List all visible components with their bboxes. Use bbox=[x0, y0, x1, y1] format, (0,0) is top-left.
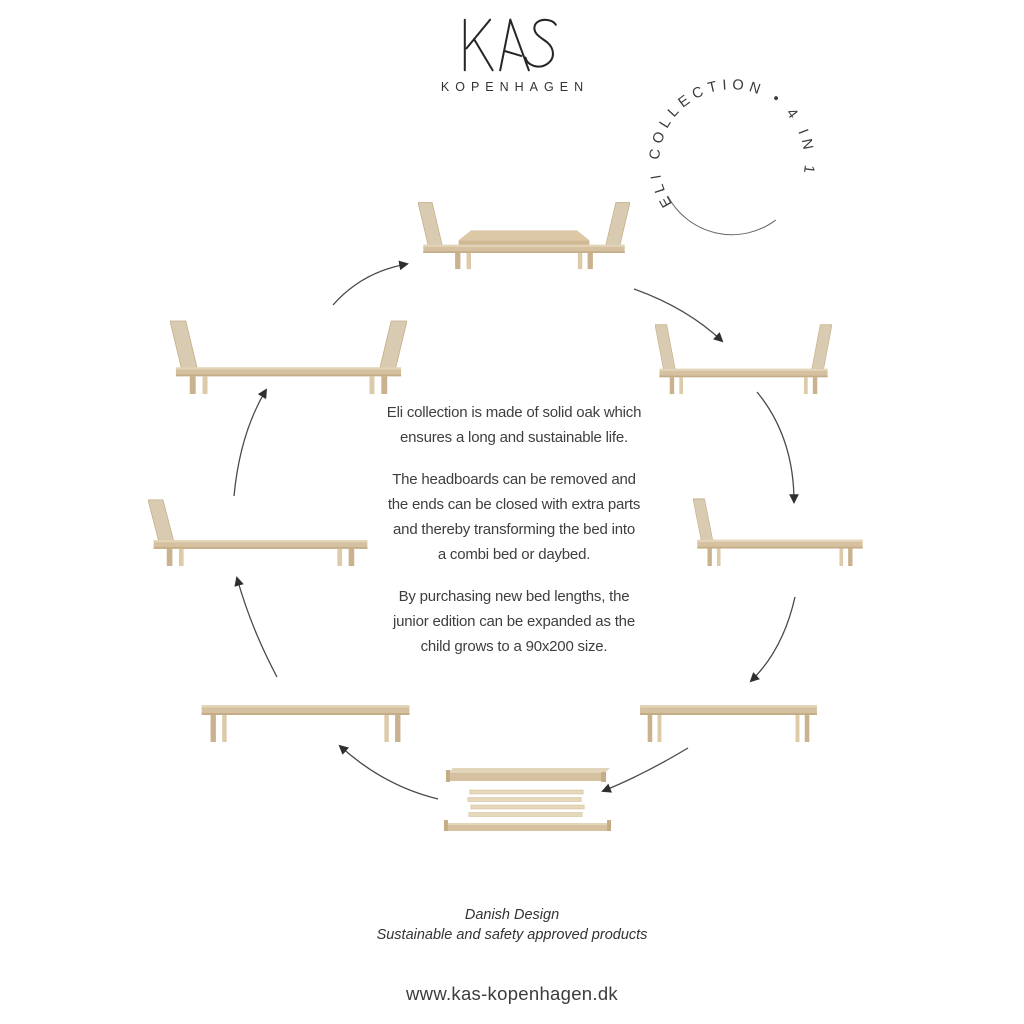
arrow-junior-bed-to-daybed bbox=[757, 392, 794, 502]
description-block bbox=[352, 400, 676, 676]
description-paragraph-3: By purchasing new bed lengths, the junior edition can be expanded as the child grows to a 90x200 size. bbox=[393, 588, 635, 655]
badge-arc-text: ELI COLLECTION • 4 IN 1 bbox=[647, 76, 817, 210]
expanded-bed-two-headboards-illustration bbox=[170, 318, 407, 395]
junior-bed-frame-illustration bbox=[637, 690, 820, 744]
expanded-bed-frame-illustration bbox=[198, 690, 413, 744]
arrow-expanded-bed-to-combi bbox=[333, 264, 407, 305]
brand-subtitle: KOPENHAGEN bbox=[440, 80, 590, 94]
description-paragraph-1: Eli collection is made of solid oak which ensures a long and sustainable life. bbox=[386, 404, 642, 446]
junior-daybed-illustration bbox=[693, 497, 867, 567]
description-paragraph-2: The headboards can be removed and the ends can be closed with extra parts and thereby transforming the bed into a combi bed or daybed. bbox=[387, 471, 641, 563]
arrow-daybed-to-frame bbox=[751, 597, 795, 681]
junior-bed-two-headboards-illustration bbox=[655, 322, 832, 395]
arrow-expanded-frame-to-daybed bbox=[237, 578, 277, 677]
expanded-daybed-illustration bbox=[148, 498, 373, 567]
footer-tagline: Danish Design Sustainable and safety approved products bbox=[376, 907, 648, 943]
arrow-parts-to-expanded-frame bbox=[340, 746, 438, 799]
combi-bed-with-table-illustration bbox=[418, 198, 630, 270]
arrow-expanded-daybed-to-bed bbox=[234, 390, 266, 496]
website-text: www.kas-kopenhagen.dk bbox=[406, 983, 618, 1004]
disassembled-bed-parts-illustration bbox=[438, 766, 617, 836]
